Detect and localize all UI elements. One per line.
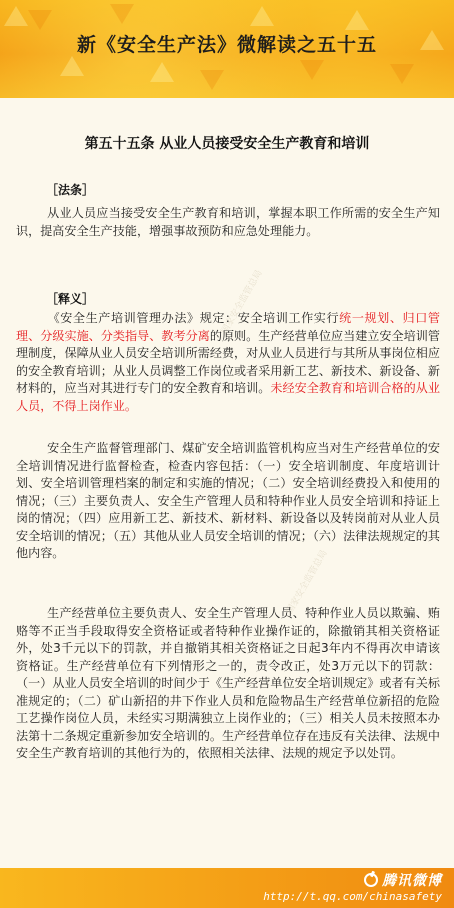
law-label: ［法条］ xyxy=(46,183,95,197)
tencent-weibo-logo[interactable] xyxy=(364,872,442,888)
highlight-principles: 统一规划、归口管理、分级实施、分类指导、教考分离 xyxy=(16,311,440,343)
watermark: 国家安全监管总局 xyxy=(219,268,265,336)
paragraph-text: 安全生产监督管理部门、煤矿安全培训监管机构应当对生产经营单位的安全培训情况进行监督检查，检查内容包括：（一）安全培训制度、年度培训计划、安全培训管理档案的制定和实施的情况；（二）安全培训经费投入和使用的情况；（三）主要负责人、安全生产管理人员和特种作业人员安全培训和持证上岗的情况；（四）应用新工艺、新技术、新材料、新设备以及转岗前对从业人员安全培训的情况；（五）其他从业人员安全培训的情况；（六）法律法规规定的其他内容。 xyxy=(16,441,440,560)
footer-url-link[interactable]: http://t.qq.com/chinasafety xyxy=(263,890,442,903)
interpretation-paragraph-3 xyxy=(16,605,440,763)
interpretation-paragraph-2 xyxy=(16,440,440,563)
footer-bar xyxy=(0,868,454,908)
law-body: 从业人员应当接受安全生产教育和培训，掌握本职工作所需的安全生产知识，提高安全生产技能，增强事故预防和应急处理能力。 xyxy=(16,206,440,238)
banner-title: 新《安全生产法》微解读之五十五 xyxy=(76,34,377,56)
weibo-icon xyxy=(364,873,378,887)
paragraph-text: 的原则。生产经营单位应当建立安全培训管理制度，保障从业人员安全培训所需经费，对从业人员进行与其所从事岗位相应的安全教育培训；从业人员调整工作岗位或者采用新工艺、新技术、新设备、新材料的，应当对其进行专门的安全教育和培训。 xyxy=(16,328,440,395)
paragraph-text: 《安全生产培训管理办法》规定：安全培训工作实行 xyxy=(47,311,340,325)
watermark: 国家安全监管总局 xyxy=(284,548,330,616)
highlight-warning: 未经安全教育和培训合格的从业人员，不得上岗作业。 xyxy=(16,381,440,413)
law-text xyxy=(16,205,440,240)
interpretation-paragraph-1 xyxy=(16,310,440,415)
article-title: 第五十五条 从业人员接受安全生产教育和培训 xyxy=(84,136,370,152)
logo-text: 腾讯微博 xyxy=(382,873,442,889)
interpretation-label: ［释义］ xyxy=(46,292,95,306)
paragraph-text: 生产经营单位主要负责人、安全生产管理人员、特种作业人员以欺骗、贿赂等不正当手段取得安全资格证或者特种作业操作证的，除撤销其相关资格证外，处3千元以下的罚款，并自撤销其相关资格证之日起3年内不得再次申请该资格证。生产经营单位有下列情形之一的，责令改正，处3万元以下的罚款：（一）从业人员安全培训的时间少于《生产经营单位安全培训规定》或者有关标准规定的；（二）矿山新招的井下作业人员和危险物品生产经营单位新招的危险工艺操作岗位人员，未经实习期满独立上岗作业的；（三）相关人员未按照本办法第十二条规定重新参加安全培训的。生产经营单位存在违反有关法律、法规中安全生产教育培训的其他行为的，依照相关法律、法规的规定予以处罚。 xyxy=(16,606,440,760)
header-banner xyxy=(0,0,454,98)
